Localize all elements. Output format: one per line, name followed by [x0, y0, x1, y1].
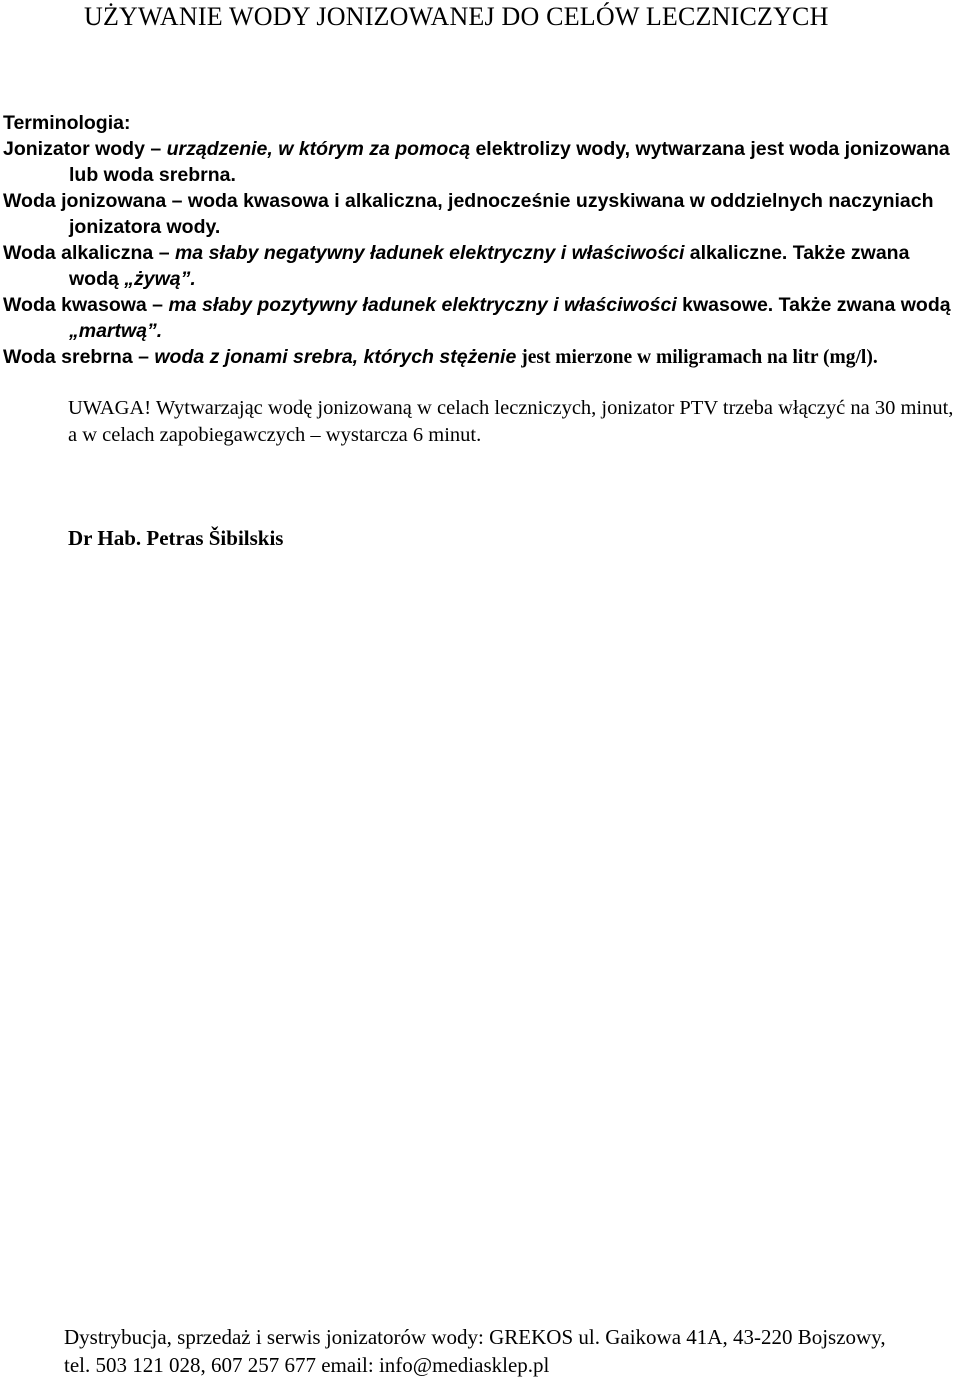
term-quoted: „martwą”. [69, 320, 163, 342]
term-quoted: „żywą”. [124, 268, 196, 290]
term-entry-woda-jonizowana [3, 188, 953, 240]
term-name: Woda kwasowa [3, 294, 147, 316]
term-definition: elektrolizy wody, wytwarzana jest woda jonizowana lub woda srebrna. [69, 138, 950, 186]
term-dash: – [144, 138, 167, 160]
term-name: Woda alkaliczna [3, 242, 154, 264]
warning-paragraph [68, 395, 958, 449]
term-dash: – [153, 242, 175, 264]
term-entry-woda-alkaliczna [3, 240, 953, 292]
term-definition: woda kwasowa i alkaliczna, jednocześnie uzyskiwana w oddzielnych naczyniach jonizatora wody. [69, 190, 934, 238]
term-definition-italic: woda z jonami srebra, których stężenie [154, 346, 517, 368]
term-definition: jest mierzone w miligramach na litr (mg/l). [516, 347, 878, 368]
term-definition: kwasowe. Także zwana wodą [676, 294, 951, 316]
term-definition-italic: urządzenie, w którym za pomocą [166, 138, 471, 160]
warning-text: Wytwarzając wodę jonizowaną w celach leczniczych, jonizator PTV trzeba włączyć na 30 minut, a w celach zapobiegawczych – wystarcza 6 minut. [68, 397, 954, 446]
term-dash: – [132, 346, 155, 368]
warning-label: UWAGA! [68, 397, 152, 419]
term-definition-italic: ma słaby pozytywny ładunek elektryczny i właściwości [168, 294, 677, 316]
term-name: Woda srebrna [3, 346, 133, 368]
author-name: Dr Hab. Petras Šibilskis [68, 526, 284, 550]
footer-phone-email: tel. 503 121 028, 607 257 677 email: info@mediasklep.pl [64, 1353, 550, 1377]
footer-address: Dystrybucja, sprzedaż i serwis jonizatorów wody: GREKOS ul. Gaikowa 41A, 43-220 Bojszowy, [64, 1325, 886, 1349]
term-definition: alkaliczne. Także zwana wodą [69, 242, 910, 290]
term-entry-jonizator [3, 136, 953, 188]
term-entry-woda-kwasowa [3, 292, 953, 344]
term-name: Woda jonizowana [3, 190, 167, 212]
term-entry-woda-srebrna [3, 344, 953, 371]
term-dash: – [166, 190, 188, 212]
document-title: UŻYWANIE WODY JONIZOWANEJ DO CELÓW LECZNICZYCH [84, 2, 829, 31]
term-definition-italic: ma słaby negatywny ładunek elektryczny i właściwości [174, 242, 685, 264]
term-name: Jonizator wody [3, 138, 145, 160]
footer-contact [64, 1323, 954, 1379]
terminology-heading: Terminologia: [3, 112, 131, 134]
terminology-section [3, 110, 953, 371]
term-dash: – [146, 294, 169, 316]
